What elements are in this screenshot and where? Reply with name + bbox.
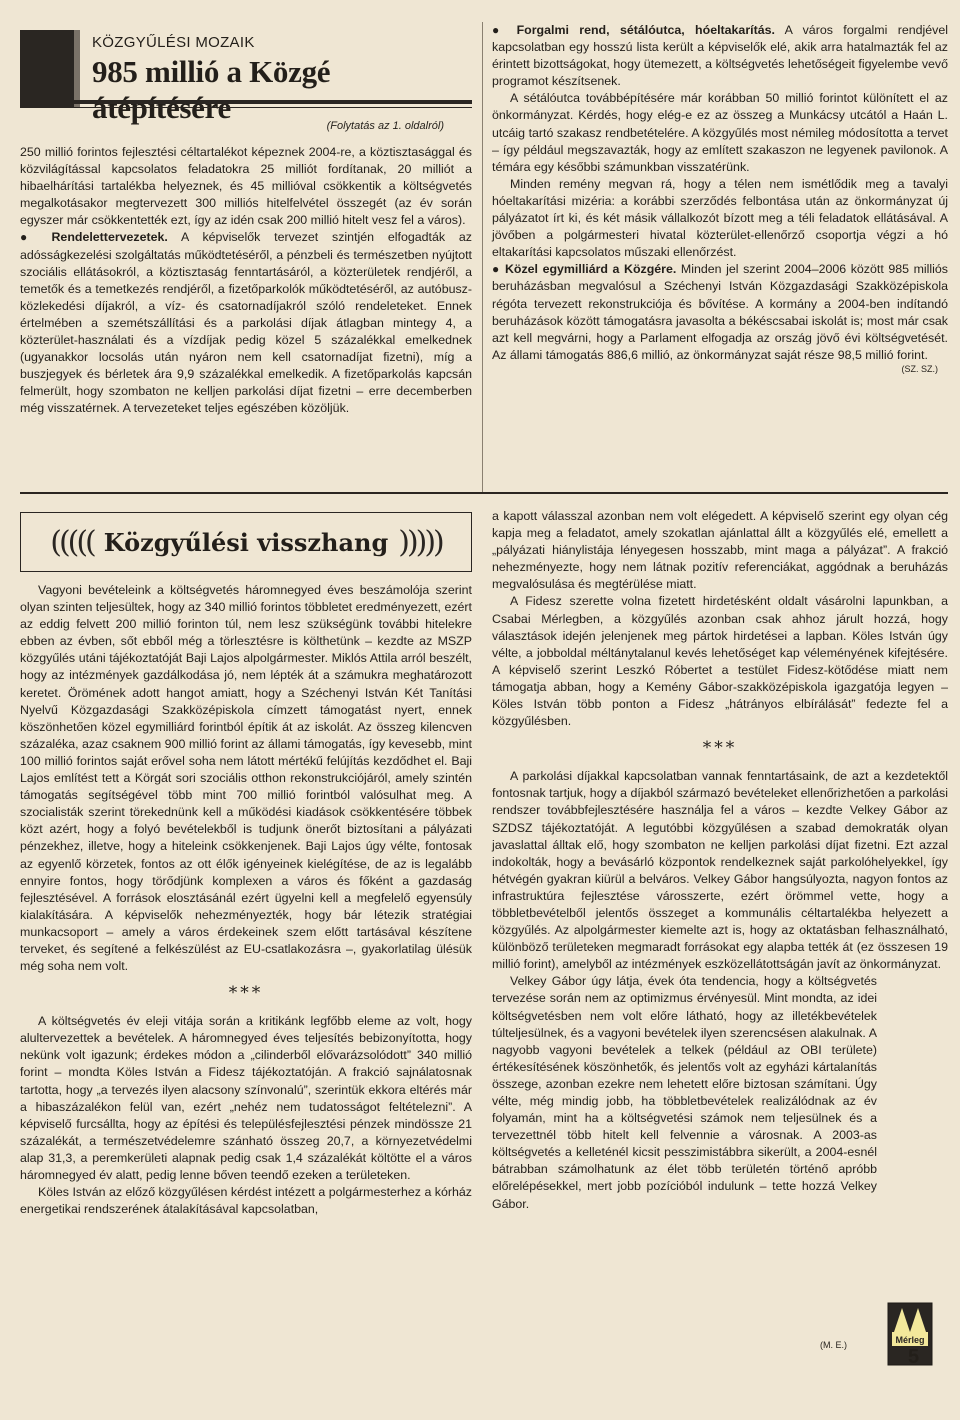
article-main <box>20 18 472 418</box>
paragraph: A parkolási díjakkal kapcsolatban vannak fenntartásaink, de azt a kezdetektől fontosnak tartjuk, hogy a díjakból származó bevételeket ellenőrizhetően a parkolási rendszer továbbfejlesztésére használja fel a város – kezdte Velkey Gábor az SZDSZ tájékoztatóját. A legutóbbi közgyűlésen a szabad demokraták olyan javaslattal álltak elő, hogy szombaton ne kelljen parkolási díjat fizetni. Ezt azzal indokolták, hogy a bevásárló központok rendelkeznek saját parkolóhelyekkel, így hétvégén gyakran kiürül a belváros. Velkey Gábor hangsúlyozta, nagyon fontos az infrastruktúra fejlesztése városszerte, ezért örömmel vette, hogy a többletbevételből jelentős összeget a kommunális céltartalékba helyezett a közgyűlés. Az alpolgármester kiemelte azt is, hogy az oktatásban felhasználható, különböző területeken megmaradt forrásokat egy alapba tették át (ez összesen 19 millió forint), amelyből az intézmények eszközellátottságán javít az önkormányzat. <box>492 769 948 972</box>
header-rule <box>20 100 472 104</box>
bullet-icon: ● <box>492 23 507 37</box>
paragraph: A képviselők tervezet szintjén elfogadták az adósságkezelési szolgáltatás működtetéséről, a pénzbeli és természetben nyújtott szociális ellátásokról, a köztisztaság fenntartásáról, a közterületek rendjéről, a temetők és a temetkezés rendjéről, a fizetőparkolók működtetéséről, az autóbusz-közlekedési díjakról, a víz- és csatornadíjakról szóló rendeleteket. Ennek értelmében a szemétszállítási és a parkolási díjak átlagban mintegy 4, a közterület-használati és a vízdíjak pedig közel 5 százalékkal emelkednek (ugyanakkor locsolás után nyáron nem kell csatornadíjat fizetni), míg a buszjegyek és bérletek ára 9,9 százalékkal emelkedik. A fizetőparkolás kapcsán felmerült, hogy szombaton ne kelljen parkolási díjat fizetni – erre decemberben még visszatérnek. A tervezeteket teljes egészében közöljük. <box>20 230 472 416</box>
paragraph-lead: Rendelettervezetek. <box>51 230 168 245</box>
paragraph: Minden remény megvan rá, hogy a télen nem ismétlődik meg a tavalyi hóeltakarítási mizéria: a korábbi szerződés felbontása után az önkormányzat új pályázatot írt ki, és két másik vállalkozót bízott meg a téli feladatok ellátásával. A jövőben a polgármesteri hivatal közterület-ellenőrző csoportja végzi a hó eltakarítási kapcsolatos műszaki ellenőrzést. <box>492 176 948 260</box>
article-title: 985 millió a Közgé <box>92 54 331 89</box>
paragraph: Velkey Gábor úgy látja, évek óta tendencia, hogy a költségvetés tervezése során nem az optimizmus érvényesül. Mint mondta, az idei költségvetésben nem volt előre látható, hogy az illetékbevételek túlteljesülnek, és a vagyoni bevételek ilyen szerencsésen alakulnak. A nagyobb vagyoni bevételek a telkek (például az OBI területe) értékesítésének köszönhetők, és jelentős volt az egyházi kártalanítás összege, azonban ezekre nem lehetett előre biztosan számítani. Úgy vélte, még mindig jobb, ha többletbevételek realizálódnak az év folyamán, mint ha a költségvetési számok nem teljesülnek és a tervezettnél több hitelt kell felvennie a városnak. A 2003-as költségvetés a kelleténél kicsit pesszimistábbra sikerült, a 2004-esnél bátrabban számolhatunk az élet több területén történő apróbb előrelépésekkel, mert jobb pozícióból indulunk – tette hozzá Velkey Gábor. <box>492 974 877 1211</box>
bullet-icon: ● <box>492 262 501 277</box>
header-bar <box>20 30 80 108</box>
article-echo-continued <box>492 508 948 1213</box>
section-kicker: KÖZGYŰLÉSI MOZAIK <box>92 34 255 51</box>
echo-heading <box>20 512 472 578</box>
article-header <box>20 18 472 114</box>
section-separator: *** <box>702 738 738 759</box>
article-echo <box>20 512 472 1218</box>
header-rule-thin <box>20 107 472 108</box>
page-number: 5 <box>908 1346 920 1368</box>
paragraph: A költségvetés év eleji vitája során a kritikánk legfőbb eleme az volt, hogy alultervezettek a bevételek. A háromnegyed éves teljesítés bebizonyította, hogy nekünk volt igazunk; érdekes módon a „cilinderből elővarázsolódott” 340 millió forint – mondta Köles István a Fidesz tájékoztatóján. A frakció sajnálatosnak tartotta, hogy „a tervezés ilyen alacsony színvonalú”, szerintük ekkora eltérés már a hibaszázalékon felül van, ezért „nehéz nem tudatosságot feltételezni”. A képviselő furcsállta, hogy az építési és településfejlesztési pénzek mindössze 21 százalékát, a természetvédelemre szánható összeg 20,7, a környezetvédelmi alap 31,3, a peremkerületi alapnak pedig csak 1,4 százalékát költötte el a város háromnegyed év alatt, pedig lenne bőven teendő ezeken a területeken. <box>20 1014 472 1182</box>
column-divider <box>482 22 483 492</box>
author-signature: (SZ. SZ.) <box>901 363 938 374</box>
section-rule <box>20 492 948 494</box>
paragraph: A sétálóutca továbbépítésére már korábban 50 millió forintot különített el az önkormányzat. Kérdés, hogy elég-e ez az összeg a Munkácsy utcától a Haán L. utcáig tartó szakasz rendbetételére. A közgyűlés most némileg módosította a tervet – így például megszavazták, hogy az említett szakaszon ne legyenek pavilonok. A témára egy későbbi számunkban visszatérünk. <box>492 91 948 174</box>
section-separator: *** <box>228 983 264 1004</box>
bullet-icon: ● <box>20 230 38 245</box>
paragraph-lead: Forgalmi rend, sétálóutca, hóeltakarítás. <box>516 23 775 37</box>
paragraph: A Fidesz szerette volna fizetett hirdetésként oldalt vásárolni lapunkban, a Csabai Mérlegben, a közgyűlés azonban csak ahhoz járult hozzá, hogy választások idején jelenjenek meg pártok hirdetései a lapban. Köles István úgy vélte, a jobboldal méltánytalanul kevés lehetőséget kap véleményének kifejtésére. A képviselő szerint Leszkó Róbertet a testület Fidesz-kötődése miatt nem támogatja abban, hogy a Kemény Gábor-szakközépiskola igazgatója legyen – Köles István több ponton a Fidesz „hátrányos elbírálását” fedezte fel a közgyűlésben. <box>492 594 948 729</box>
logo-text: Mérleg <box>895 1335 925 1345</box>
author-signature: (M. E.) <box>820 1340 847 1350</box>
paragraph: 250 millió forintos fejlesztési céltartalékot képeznek 2004-re, a köztisztasággal és közvilágítással kapcsolatos feladatokra 25 milliót fordítanak, 20 milliót a hibaelhárítási tartalékba helyeznek, és 45 millióval csökkentik a költségvetés megalkotásakor megtervezett 300 milliós hitelfelvétel összegét (az év során egyszer már csökkentették ezt, így az idén csak 200 millió hitelt vesz fel a város). <box>20 145 472 228</box>
paragraph-lead: Közel egymilliárd a Közgére. <box>504 262 677 277</box>
paragraph: A város forgalmi rendjével kapcsolatban egy hosszú lista került a képviselők elé, akik arra hatalmazták fel az érintett bizottságokat, hogy ütemezett, a költségvetés lehetőségeit figyelembe vevő programot készítsenek. <box>492 23 949 89</box>
sound-waves-right-icon: ))))) <box>398 524 442 560</box>
section-title: Közgyűlési visszhang <box>103 527 389 557</box>
heading-box <box>20 512 472 572</box>
article-main-continued <box>492 22 948 374</box>
paragraph: a kapott válasszal azonban nem volt elégedett. A képviselő szerint egy olyan cég kapja meg a feladatot, amely szokatlan ajánlattal állt a közgyűlés elé, emellett a „pályázati hiánylistája lényegesen hosszabb, mint maga a pályázat”. A frakció nehezményezte, hogy nem látnak pozitív referenciákat, aggódnak a beruházás megvalósulása és megtérülése miatt. <box>492 509 948 592</box>
continued-note: (Folytatás az 1. oldalról) <box>326 120 444 132</box>
paragraph: Köles István az előző közgyűlésen kérdést intézett a polgármesterhez a kórház energetikai rendszerének átalakításával kapcsolatban, <box>20 1185 472 1217</box>
paragraph: Minden jel szerint 2004–2006 között 985 milliós beruházásban megvalósul a Széchenyi István Közgazdasági Szakközépiskola régóta tervezett rekonstrukciója és bővítése. A kormány a 2004-ben indítandó beruházások között támogatásra javasolta a békéscsabai iskolát is; most már csak azt kell megvárni, hogy a Parlament elfogadja az ország jövő évi költségvetését. Az állami támogatás 886,6 millió, az önkormányzat saját része 98,5 millió forint. <box>492 262 948 362</box>
paragraph: Vagyoni bevételeink a költségvetés háromnegyed éves beszámolója szerint olyan szinten teljesültek, hogy az 340 millió forintos többletet eredményezett, ezért az eddig felvett 200 millió forinton túl, nem lesz szükségünk további hitelekre ebben az évben, sőt ebből még a törlesztésre is költhetünk – kezdte az MSZP közgyűlés utáni tájékoztatóját Baji Lajos alpolgármester. Miklós Attila arról beszélt, hogy az intézmények gazdálkodása jó, nem lépték át a számukra meghatározott keretet. Örömének adott hangot amiatt, hogy a Széchenyi István Két Tanítási Nyelvű Közgazdasági Szakközépiskola címzett támogatást nyert, ennek köszönhetően közel egymilliárd forintból építik át az iskolát. Az összeg kilencven százaléka, azaz csaknem 900 millió forint az állami támogatás, így kevesebb, mint 100 millió forintos saját erővel soha nem látott mértékű felújítás kezdődhet el. Baji Lajos említést tett a Körgát sori szociális otthon rekonstrukciójáról, amely szintén támogatás segítségével több mint 700 millió forintból valósulhat meg. A szocialisták szerint törekednünk kell a működési kiadások csökkentésére többek közt azért, hogy a folyó bevételekből is tudjunk önerőt biztosítani a pályázati pénzekhez, illetve, hogy a hiteleink csökkenjenek. Baji Lajos úgy vélte, fontosak az egyenlő körzetek, fontos az ott élők igényeinek kielégítése, de az is legalább ennyire fontos, hogy törődjünk komplexen a város és főként a gazdaság fejlesztésével. A források elosztásánál ezért ügyelni kell a megfelelő egyensúly kialakítására. A képviselők nehezményezték, hogy bár létezik stratégiai munkacsoport – amely a város érdekeinek szem előtt tartásával készítene terveket, és segítené a felkészülést az EU-csatlakozásra –, gyakorlatilag ülésük még soha nem volt. <box>20 583 472 974</box>
sound-waves-left-icon: ((((( <box>50 524 94 560</box>
